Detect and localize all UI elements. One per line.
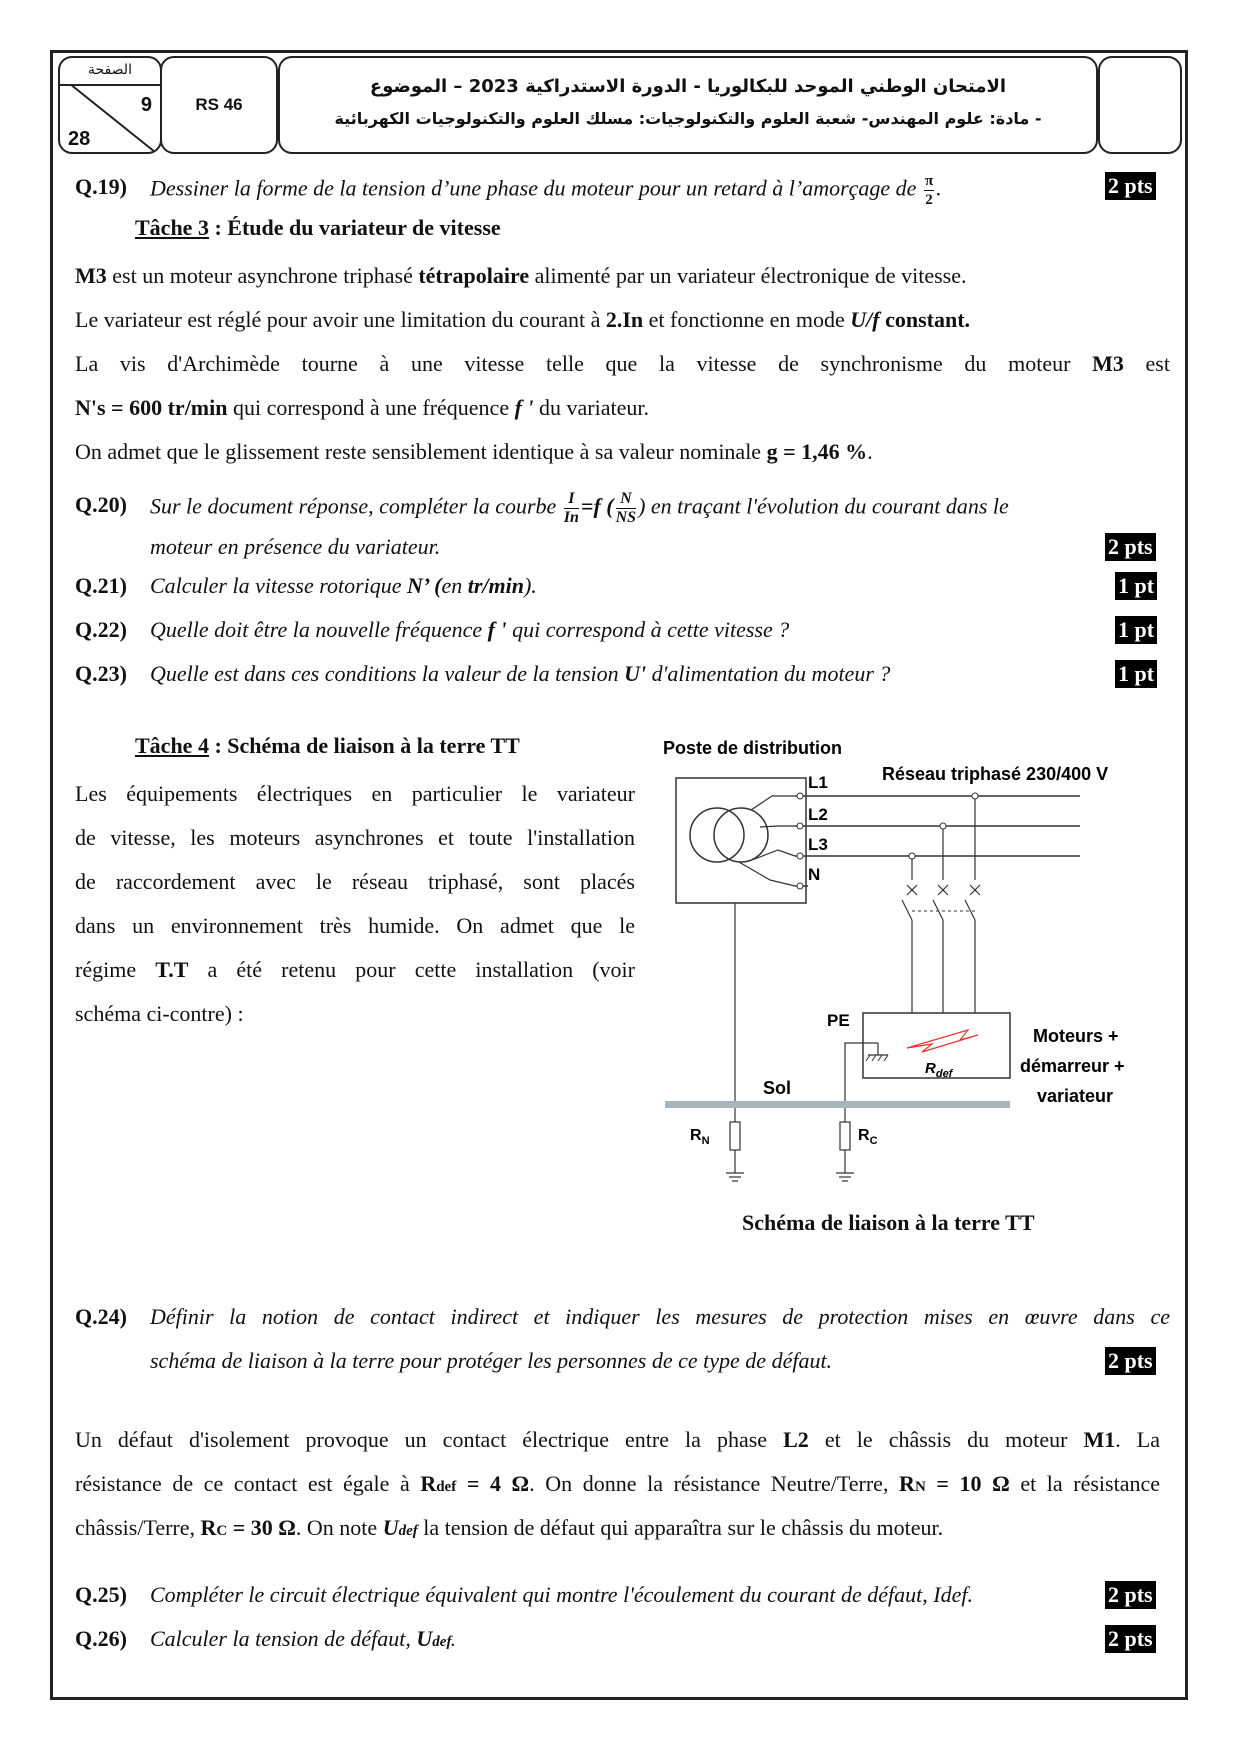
question-20: Q.20) Sur le document réponse, compléter la courbe $\frac{I}{In}$ =f ( $\frac{N}{NS}$ ) en traçant l'évolution du courant dans le [75, 490, 1009, 526]
paragraph-vis: La vis d'Archimède tourne à une vitesse telle que la vitesse de synchronisme du moteur M3 est [75, 351, 1170, 376]
task-3-heading [135, 215, 501, 241]
paragraph-vitesse: N's = 600 tr/min qui correspond à une fréquence f ' du variateur. [75, 395, 650, 420]
label-poste: Poste de distribution [663, 738, 843, 758]
question-26: Q.26) Calculer la tension de défaut, Udef. [75, 1626, 456, 1651]
exam-code: RS 46 [160, 56, 278, 154]
paragraph-tt-l4: dans un environnement très humide. On admet que le [75, 913, 635, 938]
label-rc: $R_C$ [858, 1127, 878, 1147]
paragraph-m3: M3 est un moteur asynchrone triphasé tétrapolaire alimenté par un variateur électronique de vitesse. [75, 263, 967, 288]
label-l2: L2 [808, 805, 828, 824]
paragraph-tt-l6: schéma ci-contre) : [75, 1001, 244, 1026]
exam-title-box [278, 56, 1098, 154]
label-reseau: Réseau triphasé 230/400 V [882, 764, 1109, 784]
page-number-box [58, 56, 162, 154]
points-badge: 1 pt [1115, 660, 1157, 688]
points-badge: 1 pt [1115, 572, 1157, 600]
question-number: Q.20) [75, 492, 127, 517]
page-label: الصفحة [88, 62, 132, 78]
label-moteurs-line2: démarreur + [1020, 1056, 1125, 1076]
question-number: Q.19) [75, 174, 127, 199]
question-21: Q.21) Calculer la vitesse rotorique N’ (en tr/min). [75, 573, 537, 598]
paragraph-tt-l2: de vitesse, les moteurs asynchrones et toute l'installation [75, 825, 635, 850]
points-badge: 2 pts [1105, 1347, 1156, 1375]
page-number: 9 [140, 94, 152, 116]
frac-denominator: 2 [925, 192, 933, 208]
label-moteurs-line1: Moteurs + [1033, 1026, 1119, 1046]
ground-sol [665, 1101, 1010, 1108]
question-22: Q.22) Quelle doit être la nouvelle fréquence f ' qui correspond à cette vitesse ? [75, 617, 790, 642]
earth-symbols [726, 1173, 854, 1181]
task-title: : Étude du variateur de vitesse [208, 215, 501, 240]
page-total: 28 [68, 128, 91, 150]
label-l3: L3 [808, 835, 828, 854]
task-4-heading: Tâche 4 : Schéma de liaison à la terre TT [135, 733, 520, 758]
tt-earthing-diagram [660, 730, 1160, 1200]
question-24: Q.24) Définir la notion de contact indirect et indiquer les mesures de protection mises en œuvre dans ce [75, 1304, 1170, 1329]
switch-x-marks [907, 885, 980, 895]
question-19: Q.19) Dessiner la forme de la tension d’une phase du moteur pour un retard à l’amorçage de $\frac{\pi}{2}$ . [75, 173, 942, 208]
points-badge: 1 pt [1115, 616, 1157, 644]
frac-numerator: π [924, 173, 934, 189]
paragraph-glissement: On admet que le glissement reste sensiblement identique à sa valeur nominale g = 1,46 %. [75, 439, 873, 464]
question-text: Dessiner la forme de la tension d’une phase du moteur pour un retard à l’amorçage de [150, 175, 917, 201]
paragraph-defaut-l1: Un défaut d'isolement provoque un contact électrique entre la phase L2 et le châssis du moteur M1. La [75, 1427, 1160, 1452]
label-sol: Sol [763, 1078, 792, 1098]
label-pe: PE [827, 1011, 850, 1030]
points-badge: 2 pts [1105, 1581, 1156, 1609]
blank-header-box [1098, 56, 1182, 154]
paragraph-defaut-l2: résistance de ce contact est égale à Rdef = 4 Ω. On donne la résistance Neutre/Terre, RN = 10 Ω et la résistance [75, 1471, 1160, 1496]
paragraph-defaut-l3: châssis/Terre, RC = 30 Ω. On note Udef la tension de défaut qui apparaîtra sur le châssis du moteur. [75, 1515, 944, 1540]
diagram-caption: Schéma de liaison à la terre TT [742, 1210, 1035, 1235]
paragraph-tt-l1: Les équipements électriques en particulier le variateur [75, 781, 635, 806]
label-l1: L1 [808, 773, 828, 792]
question-20-cont: moteur en présence du variateur. [150, 534, 441, 559]
label-rdef: $R_{def}$ [925, 1060, 953, 1080]
transformer-secondary-coil [714, 808, 768, 862]
exam-title-line2: - مادة: علوم المهندس- شعبة العلوم والتكنولوجيات: مسلك العلوم والتكنولوجيات الكهربائية [334, 109, 1042, 128]
label-n: N [808, 865, 821, 884]
label-rn: $R_N$ [690, 1127, 710, 1147]
question-24-cont: schéma de liaison à la terre pour protéger les personnes de ce type de défaut. [150, 1348, 833, 1373]
exam-title-line1: الامتحان الوطني الموحد للبكالوريا - الدورة الاستدراكية 2023 – الموضوع [369, 76, 1007, 97]
three-pole-switch [902, 900, 975, 920]
resistor-rn [730, 1122, 740, 1150]
transformer-primary-coil [690, 808, 744, 862]
question-25: Q.25) Compléter le circuit électrique équivalent qui montre l'écoulement du courant de défaut, Idef. [75, 1582, 973, 1607]
label-moteurs-line3: variateur [1037, 1086, 1114, 1106]
task-label: Tâche 3 [135, 215, 209, 240]
points-badge: 2 pts [1105, 1625, 1156, 1653]
paragraph-variateur: Le variateur est réglé pour avoir une limitation du courant à 2.In et fonctionne en mode U/f constant. [75, 307, 971, 332]
points-badge: 2 pts [1105, 172, 1156, 200]
fault-lightning [907, 1030, 978, 1052]
question-23: Q.23) Quelle est dans ces conditions la valeur de la tension U' d'alimentation du moteur ? [75, 661, 891, 686]
points-badge: 2 pts [1105, 533, 1156, 561]
paragraph-tt-l3: de raccordement avec le réseau triphasé, sont placés [75, 869, 635, 894]
resistor-rc [840, 1122, 850, 1150]
paragraph-tt-l5: régime T.T a été retenu pour cette installation (voir [75, 957, 635, 982]
